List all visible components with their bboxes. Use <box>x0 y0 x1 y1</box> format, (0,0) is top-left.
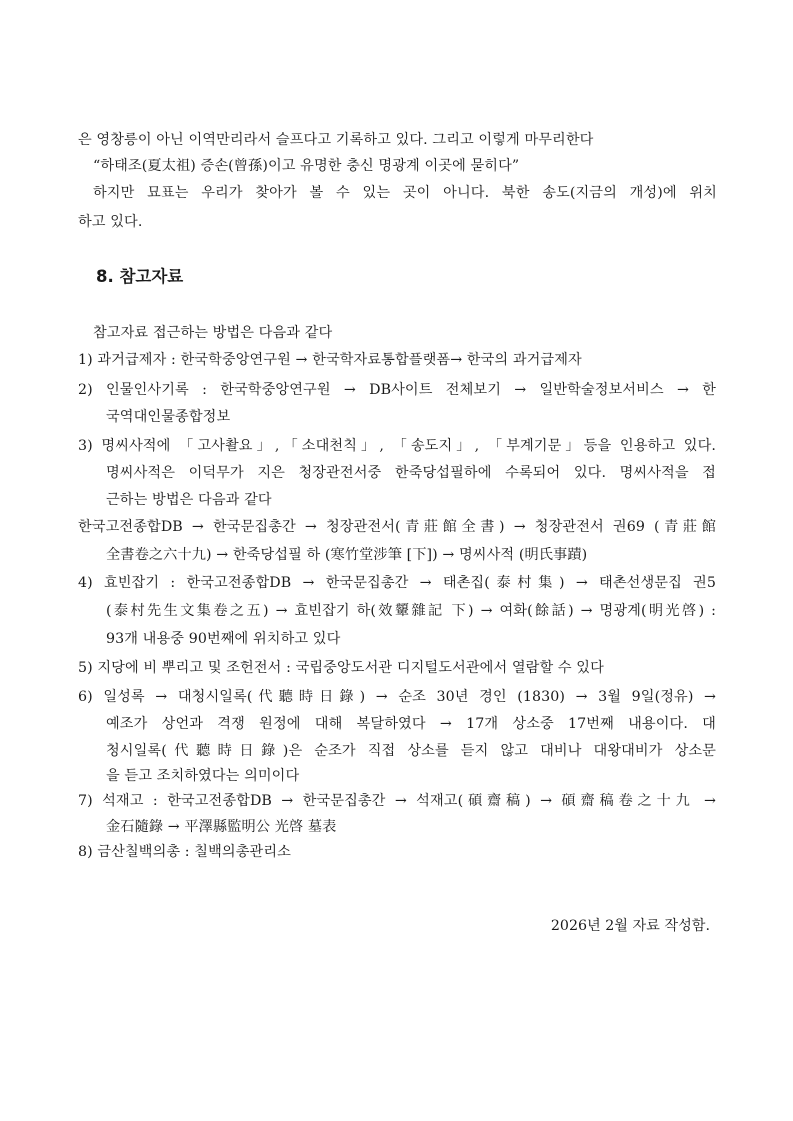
intro-line-3: 하지만 묘표는 우리가 찾아가 볼 수 있는 곳이 아니다. 북한 송도(지금의 개성)에 위치 <box>93 185 717 201</box>
list-item-7-line-2: 金石隨錄 → 平澤縣監明公 光啓 墓表 <box>106 819 337 835</box>
list-item-4-line-2: (泰村先生文集卷之五) → 효빈잡기 하(效顰雜記 下) → 여화(餘話) → 명광계(明光啓) : <box>106 603 716 619</box>
section-lead: 참고자료 접근하는 방법은 다음과 같다 <box>93 325 333 341</box>
list-item-1-line-1: 1) 과거급제자 : 한국학중앙연구원 → 한국학자료통합플랫폼→ 한국의 과거급제자 <box>78 352 582 368</box>
list-item-3-line-2: 명씨사적은 이덕무가 지은 청장관전서중 한죽당섭필하에 수록되어 있다. 명씨사적을 접 <box>106 465 716 481</box>
list-item-6-line-4: 을 듣고 조치하였다는 의미이다 <box>106 768 300 784</box>
list-item-8-line-1: 8) 금산칠백의총 : 칠백의총관리소 <box>78 844 291 860</box>
list-item-4-line-3: 93개 내용중 90번째에 위치하고 있다 <box>106 631 341 647</box>
intro-line-1: 은 영창릉이 아닌 이역만리라서 슬프다고 기록하고 있다. 그리고 이렇게 마무리한다 <box>78 132 594 148</box>
closing-signature: 2026년 2월 자료 작성함. <box>550 918 710 934</box>
list-item-5-line-1: 5) 지당에 비 뿌리고 및 조헌전서 : 국립중앙도서관 디지털도서관에서 열람할 수 있다 <box>78 660 604 676</box>
section-heading: 8. 참고자료 <box>96 267 184 286</box>
intro-quote-line: “하태조(夏太祖) 증손(曾孫)이고 유명한 충신 명광계 이곳에 묻히다” <box>93 158 520 174</box>
list-item-7-line-1: 7) 석재고 : 한국고전종합DB → 한국문집총간 → 석재고(碩齋稿) → 碩齋稿卷之十九 → <box>78 793 716 809</box>
list-item-3-line-1: 3) 명씨사적에 「고사촬요」,「소대천칙」, 「송도지」, 「부계기문」등을 인용하고 있다. <box>78 438 716 454</box>
list-item-6-line-3: 청시일록(代聽時日錄)은 순조가 직접 상소를 듣지 않고 대비나 대왕대비가 상소문 <box>106 743 716 759</box>
list-item-3-path-line-2: 全書卷之六十九) → 한죽당섭필 하 (寒竹堂涉筆 [下]) → 명씨사적 (明氏事蹟) <box>106 547 588 563</box>
list-item-6-line-1: 6) 일성록 → 대청시일록(代聽時日錄) → 순조 30년 경인 (1830) → 3월 9일(정유) → <box>78 689 716 705</box>
list-item-2-line-2: 국역대인물종합정보 <box>106 409 231 425</box>
list-item-4-line-1: 4) 효빈잡기 : 한국고전종합DB → 한국문집총간 → 태촌집(泰村集) → 태촌선생문집 권5 <box>78 575 716 591</box>
list-item-2-line-1: 2) 인물인사기록 : 한국학중앙연구원 → DB사이트 전체보기 → 일반학술정보서비스 → 한 <box>78 382 716 398</box>
list-item-3-line-3: 근하는 방법은 다음과 같다 <box>106 492 272 508</box>
list-item-6-line-2: 예조가 상언과 격쟁 원정에 대해 복달하였다 → 17개 상소중 17번째 내용이다. 대 <box>106 716 716 732</box>
list-item-3-path-line-1: 한국고전종합DB → 한국문집총간 → 청장관전서(青莊館全書) → 청장관전서 권69 (青莊館 <box>78 519 716 535</box>
intro-line-4: 하고 있다. <box>78 214 143 230</box>
